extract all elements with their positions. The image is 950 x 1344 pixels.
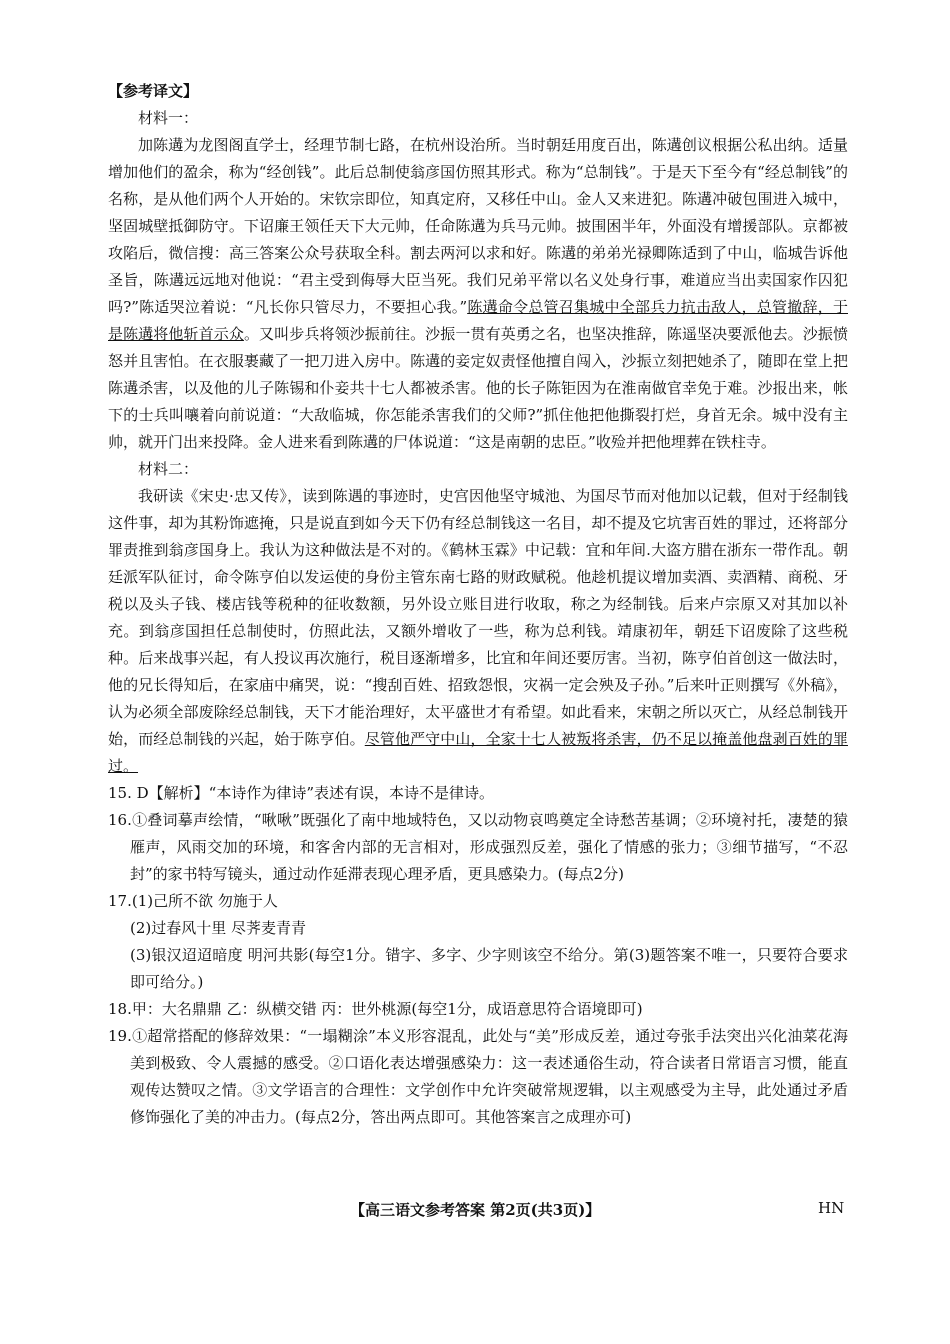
- material-one-underlined: 陈遘命令总管召集城中全部兵力抗击敌人，总管撤辞，于是陈遘将他斩首示众: [108, 298, 848, 343]
- material-two-underlined: 尽管他严守中山，全家十七人被叛将杀害，仍不足以掩盖他盘剥百姓的罪过。: [108, 730, 848, 775]
- reference-translation-header: 【参考译文】: [108, 82, 199, 100]
- material-one-text: [108, 132, 848, 456]
- answer-16: 16.①叠词摹声绘情，“啾啾”既强化了南中地域特色，又以动物哀鸣奠定全诗愁苦基调；②环境衬托，凄楚的猿雁声，风雨交加的环境，和客舍内部的无言相对，形成强烈反差，强化了情感的张力；③细节描写，“不忍封”的家书特写镜头，通过动作延滞表现心理矛盾，更具感染力。(每点2分): [108, 811, 848, 883]
- material-two-label: 材料二：: [138, 460, 199, 478]
- answer-17-3: (3)银汉迢迢暗度 明河共影(每空1分。错字、多字、少字则该空不给分。第(3)题答案不唯一，只要符合要求即可给分。): [130, 946, 848, 991]
- document-body: [108, 78, 848, 1131]
- material-one-part-a: 加陈遘为龙图阁直学士，经理节制七路，在杭州设治所。当时朝廷用度百出，陈遘创议根据公私出纳。适量增加他们的盈余，称为“经创钱”。此后总制使翁彦国仿照其形式。称为“总制钱”。于是天下至今有“经总制钱”的名称，是从他们两个人开始的。宋钦宗即位，知真定府，又移任中山。金人又来进犯。陈遘冲破包围进入城中，坚固城壁抵御防守。下诏廉王领任天下大元帅，任命陈遘为兵马元帅。披围困半年，外面没有增援部队。京都被攻陷后，微信搜：高三答案公众号获取全科。割去两河以求和好。陈遘的弟弟光禄卿陈适到了中山，临城告诉他圣旨，陈遘远远地对他说：“君主受到侮辱大臣当死。我们兄弟平常以名义处身行事，难道应当出卖国家作囚犯吗?”陈适哭泣着说：“凡长你只管尽力，不要担心我。”: [108, 136, 848, 316]
- material-one-label: 材料一：: [138, 109, 199, 127]
- answer-17-2: (2)过春风十里 尽荠麦青青: [130, 919, 307, 937]
- material-one-part-b: 。又叫步兵将领沙振前往。沙振一贯有英勇之名，也坚决推辞，陈遥坚决要派他去。沙振愤怒并且害怕。在衣服裹藏了一把刀进入房中。陈遘的妾定奴责怪他擅自闯入，沙振立刻把她杀了，随即在堂上把陈遘杀害，以及他的儿子陈锡和仆妾共十七人都被杀害。他的长子陈钜因为在淮南做官幸免于难。沙报出来，帐下的士兵叫嚷着向前说道：“大敌临城，你怎能杀害我们的父师?”抓住他把他撕裂打烂，身首无余。城中没有主帅，就开门出来投降。金人进来看到陈遘的尸体说道：“这是南朝的忠臣。”收殓并把他埋葬在铁柱寺。: [108, 325, 848, 451]
- footer-page-title: 【高三语文参考答案 第2页(共3页)】: [350, 1201, 601, 1219]
- footer-region-code: HN: [818, 1199, 845, 1217]
- material-two-text: [108, 483, 848, 780]
- answer-18: 18.甲：大名鼎鼎 乙：纵横交错 丙：世外桃源(每空1分，成语意思符合语境即可): [108, 1000, 643, 1018]
- answer-15: 15. D【解析】“本诗作为律诗”表述有误，本诗不是律诗。: [108, 784, 494, 802]
- answer-19: 19.①超常搭配的修辞效果：“一塌糊涂”本义形容混乱，此处与“美”形成反差，通过夸张手法突出兴化油菜花海美到极致、令人震撼的感受。②口语化表达增强感染力：这一表述通俗生动，符合读者日常语言习惯，能直观传达赞叹之情。③文学语言的合理性：文学创作中允许突破常规逻辑，以主观感受为主导，此处通过矛盾修饰强化了美的冲击力。(每点2分，答出两点即可。其他答案言之成理亦可): [108, 1027, 848, 1126]
- material-two-part-a: 我研读《宋史·忠又传》，读到陈遇的事迹时，史宫因他坚守城池、为国尽节而对他加以记载，但对于经制钱这件事，却为其粉饰遮掩，只是说直到如今天下仍有经总制钱这一名目，却不提及它坑害百姓的罪过，还将部分罪责推到翁彦国身上。我认为这种做法是不对的。《鹤林玉霖》中记载：宜和年间.大盗方腊在浙东一带作乱。朝廷派军队征讨，命令陈亨伯以发运使的身份主管东南七路的财政赋税。他趁机提议增加卖酒、卖酒精、商税、牙税以及头子钱、楼店钱等税种的征收数额，另外设立账目进行收取，称之为经制钱。后来卢宗原又对其加以补充。到翁彦国担任总制使时，仿照此法，又额外增收了一些，称为总利钱。靖康初年，朝廷下诏废除了这些税种。后来战事兴起，有人投议再次施行，税目逐渐增多，比宜和年间还要厉害。当初，陈亨伯首创这一做法时，他的兄长得知后，在家庙中痛哭，说：“搜刮百姓、招致怨恨，灾祸一定会殃及子孙。”后来叶正则撰写《外稿》，认为必须全部废除经总制钱，天下才能治理好，太平盛世才有希望。如此看来，宋朝之所以灭亡，从经总制钱开始，而经总制钱的兴起，始于陈亨伯。: [108, 487, 848, 748]
- answer-17-1: 17.(1)己所不欲 勿施于人: [108, 892, 278, 910]
